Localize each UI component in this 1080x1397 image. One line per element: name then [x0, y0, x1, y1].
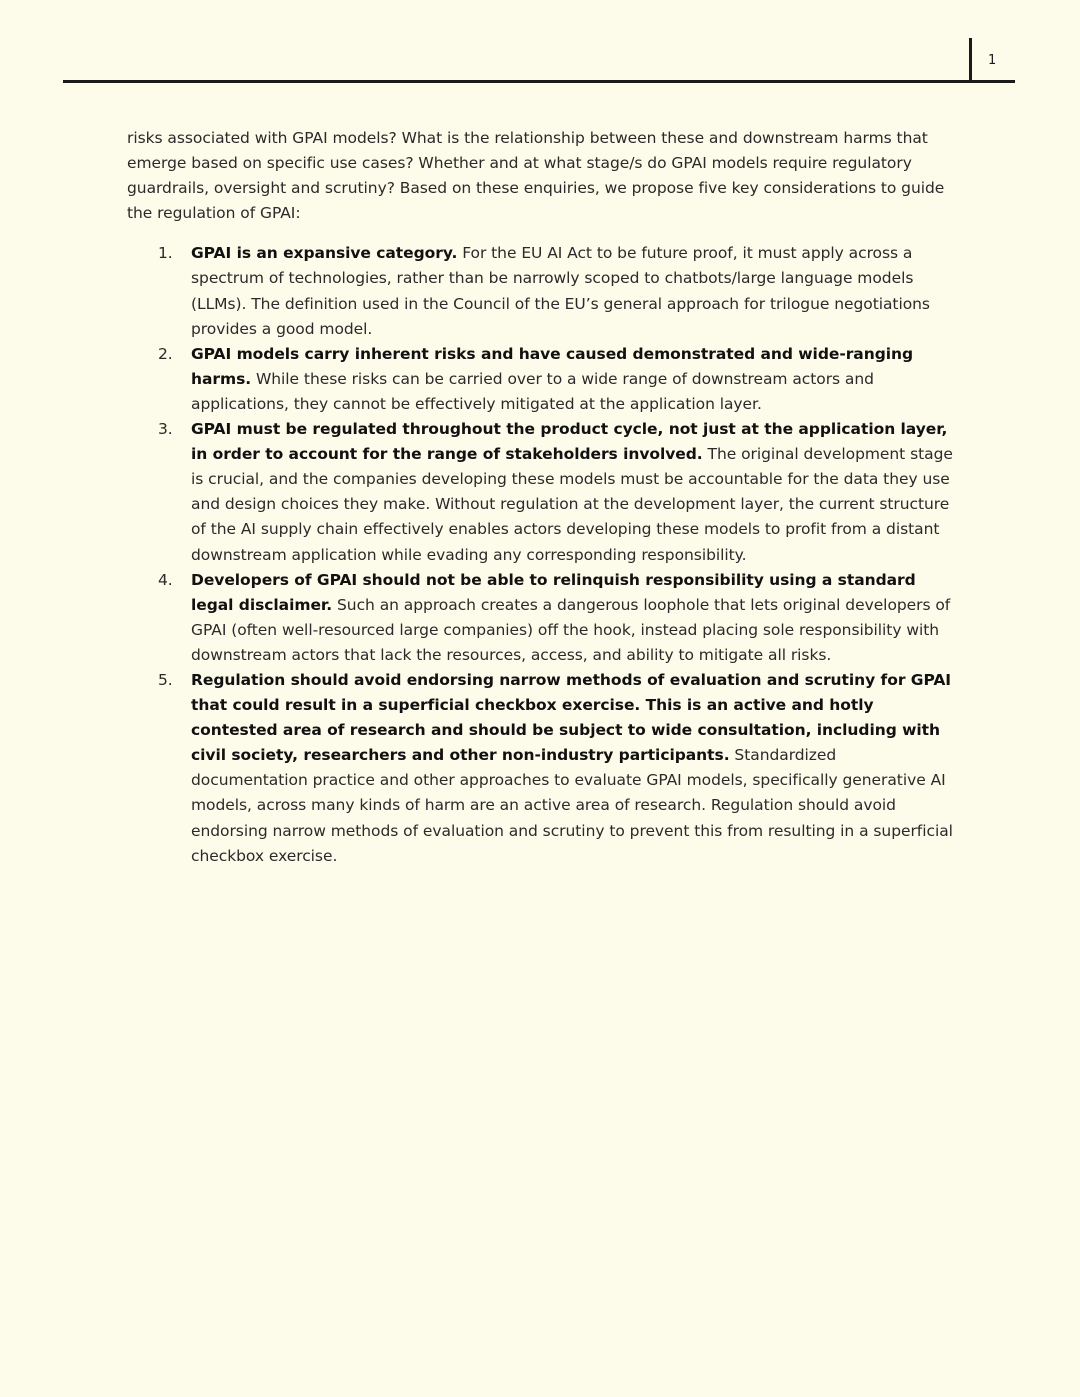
list-item-lead: Regulation should avoid endorsing narrow methods of evaluation and scrutiny for GPAI that could result in a superficial checkbox exercise. This is an active and hotly contested area of research and should be subject to wide consultation, including with civil society, researchers and other non-industry participants.	[191, 670, 952, 765]
list-item	[127, 417, 957, 568]
considerations-list	[127, 241, 957, 868]
list-item-lead: GPAI models carry inherent risks and have caused demonstrated and wide-ranging harms.	[191, 344, 914, 388]
list-item	[127, 668, 957, 869]
list-item-number: 4.	[158, 570, 173, 589]
list-item-text: Standardized documentation practice and other approaches to evaluate GPAI models, specifically generative AI models, across many kinds of harm are an active area of research. Regulation should avoid endorsing narrow methods of evaluation and scrutiny to prevent this from resulting in a superficial checkbox exercise.	[191, 746, 953, 865]
list-item-number: 1.	[158, 244, 173, 263]
list-item	[127, 568, 957, 668]
page-body	[127, 126, 957, 869]
list-item-lead: GPAI is an expansive category.	[191, 244, 458, 263]
list-item-lead: GPAI must be regulated throughout the product cycle, not just at the application layer, in order to account for the range of stakeholders involved.	[191, 420, 948, 464]
list-item-text: For the EU AI Act to be future proof, it must apply across a spectrum of technologies, rather than be narrowly scoped to chatbots/large language models (LLMs). The definition used in the Council of the EU’s general approach for trilogue negotiations provides a good model.	[191, 244, 930, 338]
list-item-number: 3.	[158, 420, 173, 439]
intro-paragraph: risks associated with GPAI models? What is the relationship between these and downstream harms that emerge based on specific use cases? Whether and at what stage/s do GPAI models require regulatory guardrails, oversight and scrutiny? Based on these enquiries, we propose five key considerations to guide the regulation of GPAI:	[127, 129, 945, 223]
header-divider-tick	[969, 38, 972, 82]
header-rule	[63, 80, 1015, 83]
list-item	[127, 241, 957, 341]
list-item-number: 2.	[158, 344, 173, 363]
list-item-lead: Developers of GPAI should not be able to relinquish responsibility using a standard legal disclaimer.	[191, 570, 916, 614]
list-item-text: The original development stage is crucial, and the companies developing these models must be accountable for the data they use and design choices they make. Without regulation at the development layer, the current structure of the AI supply chain effectively enables actors developing these models to profit from a distant downstream application while evading any corresponding responsibility.	[191, 445, 953, 564]
list-item-number: 5.	[158, 670, 173, 689]
list-item-text: Such an approach creates a dangerous loophole that lets original developers of GPAI (often well-resourced large companies) off the hook, instead placing sole responsibility with downstream actors that lack the resources, access, and ability to mitigate all risks.	[191, 595, 951, 664]
list-item	[127, 342, 957, 417]
list-item-text: While these risks can be carried over to a wide range of downstream actors and applications, they cannot be effectively mitigated at the application layer.	[191, 369, 874, 413]
page-number: 1	[988, 53, 997, 68]
